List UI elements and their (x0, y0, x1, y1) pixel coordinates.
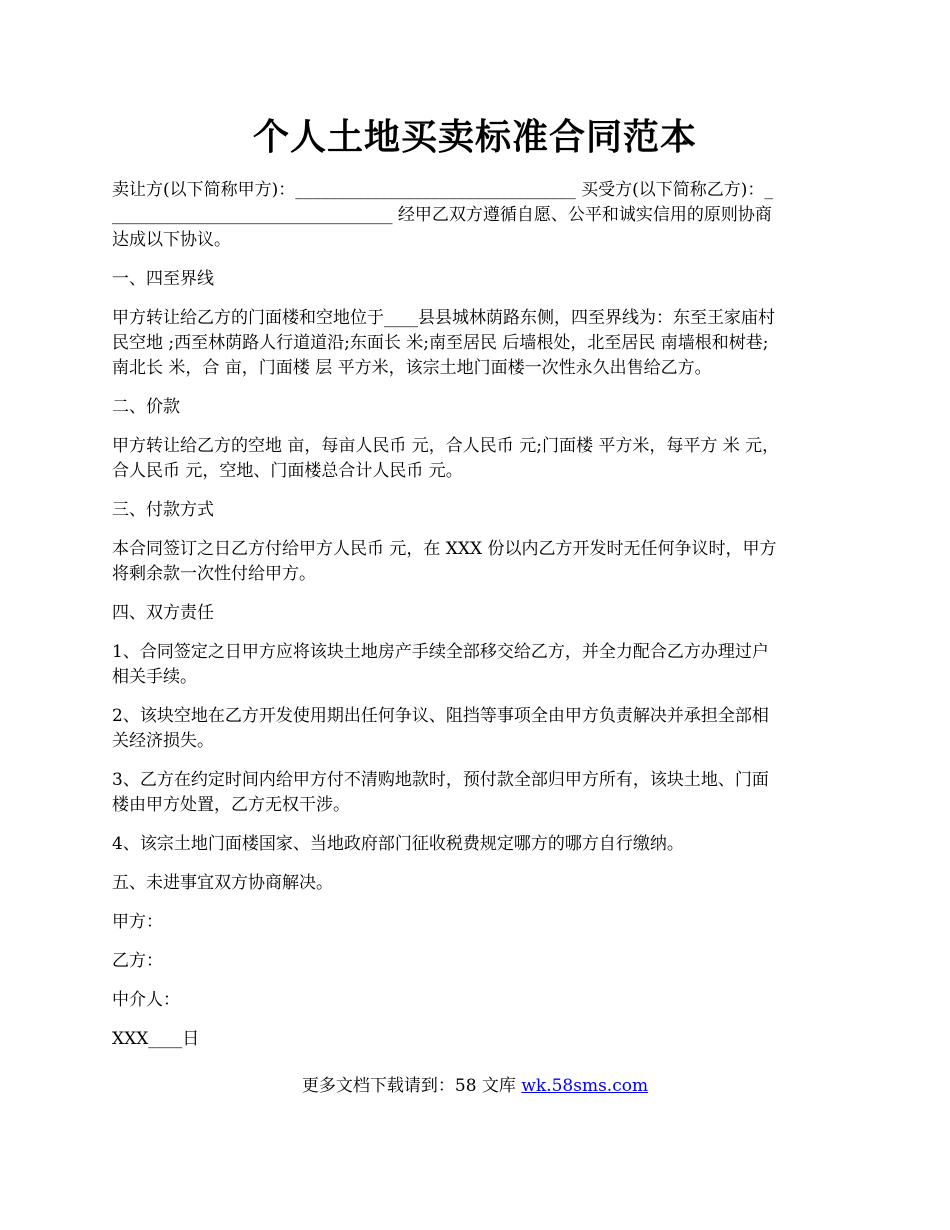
intermediary-signature: 中介人： (112, 990, 180, 1010)
section-heading: 二、价款 (112, 397, 180, 417)
section2-paragraph (112, 434, 838, 484)
paragraph-line: 南北长 米，合 亩，门面楼 层 平方米，该宗土地门面楼一次性永久出售给乙方。 (112, 358, 712, 378)
footer-text: 更多文档下载请到：58 文库 (301, 1076, 522, 1096)
section-heading: 一、四至界线 (112, 269, 214, 289)
paragraph-line: 相关手续。 (112, 667, 197, 687)
paragraph-line: 将剩余款一次性付给甲方。 (112, 564, 316, 584)
footer-link[interactable]: wk.58sms.com (521, 1076, 649, 1096)
party-a-signature: 甲方： (112, 912, 163, 932)
intro-line: _________________________________ 经甲乙双方遵循自愿、公平和诚实信用的原则协商 (112, 205, 772, 225)
paragraph-line: 本合同签订之日乙方付给甲方人民币 元，在 XXX 份以内乙方开发时无任何争议时，甲方 (112, 539, 777, 559)
paragraph-line: 关经济损失。 (112, 731, 214, 751)
intro-line: 达成以下协议。 (112, 230, 231, 250)
intro-paragraph (112, 178, 838, 253)
section3-paragraph (112, 537, 838, 587)
section-heading: 三、付款方式 (112, 500, 214, 520)
date-line: XXX____日 (112, 1029, 200, 1049)
responsibility-item-4: 4、该宗土地门面楼国家、当地政府部门征收税费规定哪方的哪方自行缴纳。 (112, 834, 684, 854)
paragraph-line: 楼由甲方处置，乙方无权干涉。 (112, 795, 350, 815)
paragraph-line: 1、合同签定之日甲方应将该块土地房产手续全部移交给乙方，并全力配合乙方办理过户 (112, 642, 769, 662)
section1-paragraph (112, 306, 838, 381)
intro-line: 卖让方(以下简称甲方)：_________________________________ 买受方(以下简称乙方)：_ (112, 180, 773, 200)
section5-paragraph: 五、未进事宜双方协商解决。 (112, 873, 333, 893)
responsibility-item-2 (112, 704, 838, 754)
responsibility-item-1 (112, 640, 838, 690)
paragraph-line: 2、该块空地在乙方开发使用期出任何争议、阻挡等事项全由甲方负责解决并承担全部相 (112, 706, 769, 726)
section-heading: 四、双方责任 (112, 603, 214, 623)
paragraph-line: 3、乙方在约定时间内给甲方付不清购地款时，预付款全部归甲方所有，该块土地、门面 (112, 770, 769, 790)
responsibility-item-3 (112, 768, 838, 818)
paragraph-line: 甲方转让给乙方的门面楼和空地位于____县县城林荫路东侧，四至界线为：东至王家庙村 (112, 308, 775, 328)
paragraph-line: 民空地 ;西至林荫路人行道道沿;东面长 米;南至居民 后墙根处，北至居民 南墙根和树巷; (112, 333, 769, 353)
footer (0, 1074, 950, 1099)
paragraph-line: 甲方转让给乙方的空地 亩，每亩人民币 元，合人民币 元;门面楼 平方米，每平方 米 元， (112, 436, 780, 456)
party-b-signature: 乙方： (112, 951, 163, 971)
document-title: 个人土地买卖标准合同范本 (252, 116, 697, 158)
document-body (112, 178, 838, 1066)
paragraph-line: 合人民币 元，空地、门面楼总合计人民币 元。 (112, 461, 463, 481)
